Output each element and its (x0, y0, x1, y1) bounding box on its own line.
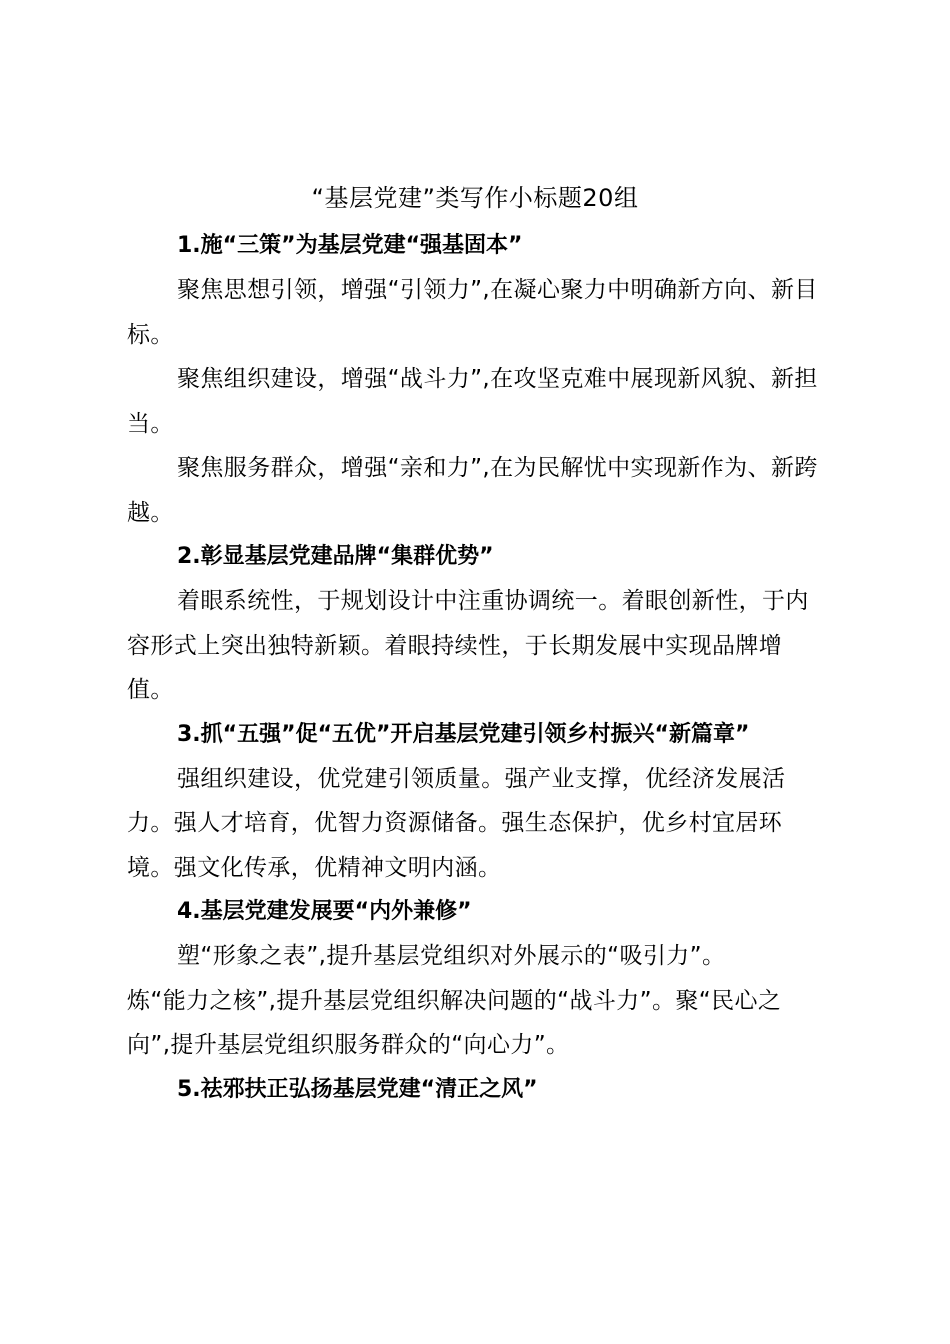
document-body (127, 172, 823, 1112)
paragraph: 炼“能力之核”,提升基层党组织解决问题的“战斗力”。聚“民心之向”,提升基层党组织服务群众的“向心力”。 (127, 987, 782, 1058)
paragraph: 聚焦组织建设，增强“战斗力”,在攻坚克难中展现新风貌、新担当。 (127, 366, 818, 437)
paragraph: 强组织建设，优党建引领质量。强产业支撑，优经济发展活力。强人才培育，优智力资源储备。强生态保护，优乡村宜居环境。强文化传承，优精神文明内涵。 (127, 765, 786, 881)
section-1 (127, 224, 823, 535)
document-title: “基层党建”类写作小标题20组 (311, 184, 639, 212)
section-heading: 5.祛邪扶正弘扬基层党建“清正之风” (177, 1076, 538, 1102)
section-5 (127, 1068, 823, 1112)
section-2 (127, 535, 823, 713)
section-heading: 2.彰显基层党建品牌“集群优势” (177, 544, 494, 569)
section-4 (127, 890, 823, 1068)
section-3 (127, 713, 823, 891)
section-heading: 1.施“三策”为基层党建“强基固本” (177, 233, 523, 258)
paragraph: 塑“形象之表”,提升基层党组织对外展示的“吸引力”。 (177, 943, 726, 969)
section-heading: 4.基层党建发展要“内外兼修” (177, 899, 472, 924)
paragraph: 聚焦思想引领，增强“引领力”,在凝心聚力中明确新方向、新目标。 (127, 277, 818, 348)
paragraph: 着眼系统性，于规划设计中注重协调统一。着眼创新性，于内容形式上突出独特新颖。着眼持续性，于长期发展中实现品牌增值。 (127, 588, 809, 703)
section-heading: 3.抓“五强”促“五优”开启基层党建引领乡村振兴“新篇章” (177, 721, 750, 747)
paragraph: 聚焦服务群众，增强“亲和力”,在为民解忧中实现新作为、新跨越。 (127, 455, 818, 526)
